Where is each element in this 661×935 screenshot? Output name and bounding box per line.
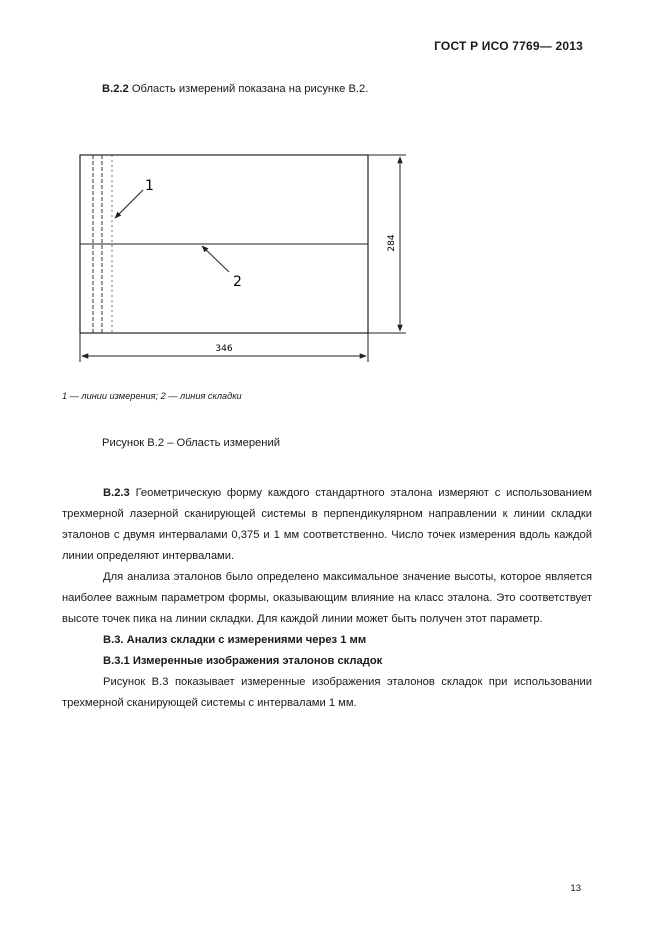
callout-1-leader [115,190,143,218]
figure-caption: Рисунок В.2 – Область измерений [102,437,280,449]
paragraph-analysis: Для анализа эталонов было определено максимальное значение высоты, которое является наиболее важным параметром формы, оказывающим влияние на класс эталона. Это соответствует высоте точек пика на линии складки. Для каждой линии может быть получен этот параметр. [62,571,592,625]
callout-1-label: 1 [145,178,154,194]
figure-legend: 1 — линии измерения; 2 — линия складки [62,391,242,401]
section-heading: В.3. Анализ складки с измерениями через 1 мм [103,634,367,646]
measurement-area-figure [0,0,661,400]
callout-2-label: 2 [233,274,242,290]
paragraph-text: Область измерений показана на рисунке В.2. [128,83,369,95]
subsection-heading: В.3.1 Измеренные изображения эталонов складок [103,655,383,667]
paragraph-b31: Рисунок В.3 показывает измеренные изображения эталонов складок при использовании трехмерной сканирующей системы с интервалами 1 мм. [62,676,592,709]
page-number: 13 [570,883,581,894]
height-dimension-label: 284 [387,234,397,252]
section-number: В.2.3 [103,487,130,499]
section-number: В.2.2 [102,83,129,95]
paragraph-b23 [62,483,592,714]
document-header: ГОСТ Р ИСО 7769— 2013 [434,39,583,53]
paragraph-text: Геометрическую форму каждого стандартного эталона измеряют с использованием трехмерной лазерной сканирующей системы в перпендикулярном направлении к линии складки эталонов с двумя интервалами 0,375 и 1 мм соответственно. Число точек измерения вдоль каждой линии определяют интервалами. [62,487,592,562]
callout-2-leader [202,246,229,272]
width-dimension-label: 346 [215,344,233,354]
